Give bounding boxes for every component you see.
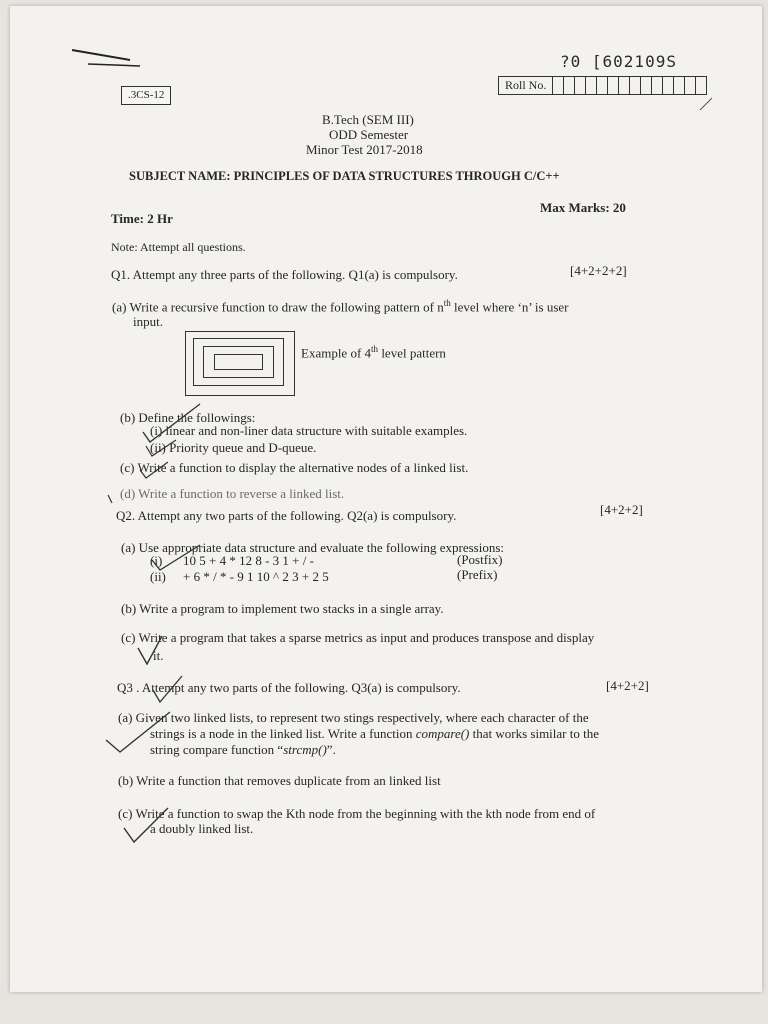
subject-name: SUBJECT NAME: PRINCIPLES OF DATA STRUCTURES THROUGH C/C++ <box>129 169 560 183</box>
q2-a-ii-expression: + 6 * / * - 9 1 10 ^ 2 3 + 2 5 <box>183 569 329 584</box>
q1-marks: [4+2+2+2] <box>570 263 627 278</box>
q3-a-line3-pre: string compare function “ <box>150 742 284 757</box>
time-allowed: Time: 2 Hr <box>111 211 173 226</box>
q2-title: Q2. Attempt any two parts of the following. Q2(a) is compulsory. <box>116 508 457 523</box>
pattern-caption-sup: th <box>371 344 379 354</box>
pattern-caption <box>301 344 446 361</box>
q3-a-strcmp-fn: strcmp() <box>283 742 327 757</box>
q3-a-line3-post: ”. <box>326 742 336 757</box>
q3-a-text-line2 <box>150 726 599 742</box>
q2-c-text-line1: (c) Write a program that takes a sparse metrics as input and produces transpose and display <box>121 630 595 645</box>
exam-note: Note: Attempt all questions. <box>111 240 246 254</box>
q1-a-sup: th <box>443 298 451 308</box>
roll-number-label: Roll No. <box>499 77 553 94</box>
q3-c-text-line1: (c) Write a function to swap the Kth node from the beginning with the kth node from end of <box>118 806 596 821</box>
q1-b-text: (b) Define the followings: <box>120 410 256 425</box>
q2-a-i-expression: 10 5 + 4 * 12 8 - 3 1 + / - <box>183 553 314 568</box>
q3-a-line2-post: that works similar to the <box>469 726 599 741</box>
q1-title: Q1. Attempt any three parts of the following. Q1(a) is compulsory. <box>111 267 458 282</box>
q3-a-text-line1: (a) Given two linked lists, to represent two stings respectively, where each character of the <box>118 710 589 725</box>
pattern-caption-post: level pattern <box>378 345 446 361</box>
handwritten-roll-number: ?0 [602109S <box>560 52 677 71</box>
q3-b-text: (b) Write a function that removes duplicate from an linked list <box>118 773 441 788</box>
q2-a-ii-type: (Prefix) <box>457 567 498 582</box>
q3-marks: [4+2+2] <box>606 678 649 693</box>
paper-code-box: .3CS-12 <box>121 86 171 105</box>
q1-b-ii-text: (ii) Priority queue and D-queue. <box>150 440 317 455</box>
max-marks: Max Marks: 20 <box>540 200 626 215</box>
pattern-level-4 <box>214 354 263 370</box>
q2-marks: [4+2+2] <box>600 502 643 517</box>
q1-c-text: (c) Write a function to display the alternative nodes of a linked list. <box>120 460 469 475</box>
semester-heading: ODD Semester <box>329 127 409 142</box>
course-heading: B.Tech (SEM III) <box>322 112 414 127</box>
q3-a-line2-pre: strings is a node in the linked list. Write a function <box>150 726 416 741</box>
q3-a-compare-fn: compare() <box>415 726 470 741</box>
q3-a-text-line3 <box>150 742 336 758</box>
exam-heading: Minor Test 2017-2018 <box>306 142 423 157</box>
q3-title: Q3 . Attempt any two parts of the following. Q3(a) is compulsory. <box>117 680 461 695</box>
q2-c-text-line2: it. <box>153 648 164 663</box>
q2-a-i-label: (i) <box>150 553 163 568</box>
q1-a-text <box>112 298 569 315</box>
q1-a-text-pre: (a) Write a recursive function to draw the following pattern of n <box>112 299 444 315</box>
q2-a-ii-label: (ii) <box>150 569 166 584</box>
q1-d-text: (d) Write a function to reverse a linked list. <box>120 486 345 501</box>
q2-a-i-type: (Postfix) <box>457 552 503 567</box>
q1-b-i-text: (i) linear and non-liner data structure with suitable examples. <box>150 423 468 438</box>
pattern-caption-pre: Example of 4 <box>301 345 372 361</box>
q1-a-text-line2: input. <box>133 314 163 329</box>
q2-b-text: (b) Write a program to implement two stacks in a single array. <box>121 601 444 616</box>
q3-c-text-line2: a doubly linked list. <box>150 821 254 836</box>
q2-a-text: (a) Use appropriate data structure and evaluate the following expressions: <box>121 540 504 555</box>
nested-rectangles-pattern <box>185 331 295 396</box>
q1-a-text-post: level where ‘n’ is user <box>450 299 569 315</box>
roll-number-boxes <box>498 76 707 95</box>
